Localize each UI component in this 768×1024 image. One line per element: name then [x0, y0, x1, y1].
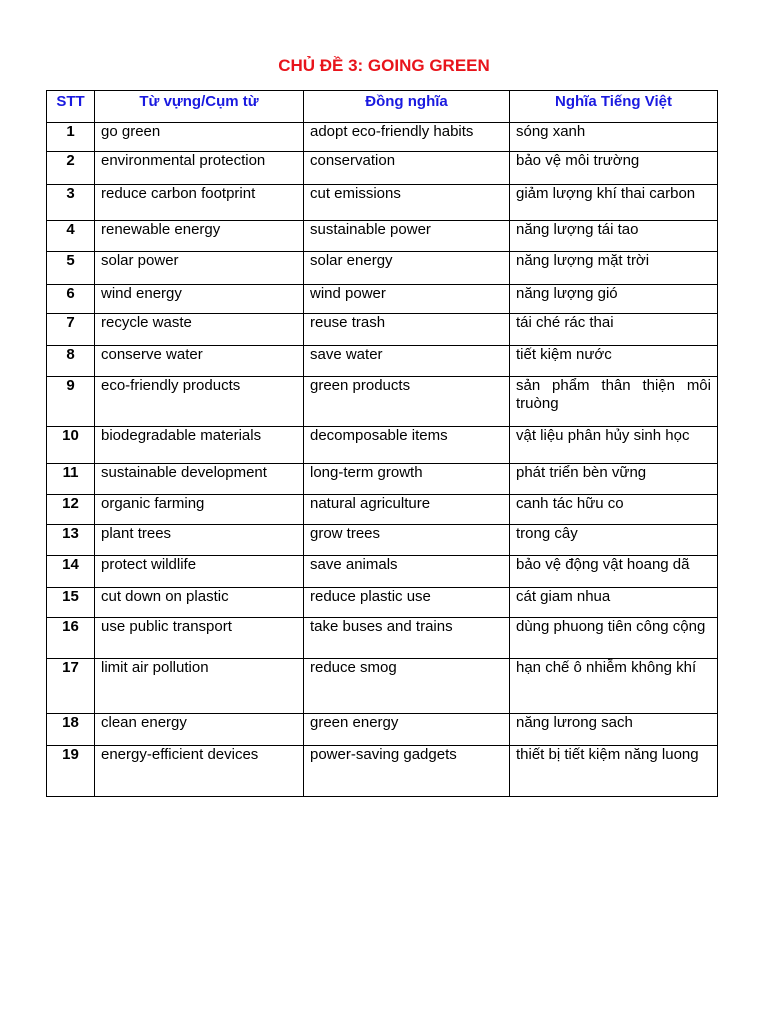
row-number: 7 — [47, 314, 95, 346]
vocab-term: sustainable development — [95, 464, 304, 495]
row-number: 16 — [47, 618, 95, 659]
table-row — [47, 659, 718, 714]
row-number: 5 — [47, 252, 95, 285]
vocab-term: reduce carbon footprint — [95, 185, 304, 221]
vocab-synonym: adopt eco-friendly habits — [304, 123, 510, 152]
vocab-meaning: trong cây — [510, 525, 718, 556]
table-row — [47, 346, 718, 377]
vocab-term: conserve water — [95, 346, 304, 377]
row-number: 1 — [47, 123, 95, 152]
table-header-row — [47, 91, 718, 123]
vocab-synonym: cut emissions — [304, 185, 510, 221]
table-row — [47, 252, 718, 285]
vocab-term: use public transport — [95, 618, 304, 659]
vocab-synonym: long-term growth — [304, 464, 510, 495]
row-number: 12 — [47, 495, 95, 525]
vocab-meaning: tiết kiệm nước — [510, 346, 718, 377]
vocab-meaning: tái ché rác thai — [510, 314, 718, 346]
row-number: 15 — [47, 588, 95, 618]
row-number: 4 — [47, 221, 95, 252]
vocab-meaning: vật liệu phân hủy sinh học — [510, 427, 718, 464]
vocab-term: organic farming — [95, 495, 304, 525]
table-row — [47, 152, 718, 185]
vocab-synonym: reduce smog — [304, 659, 510, 714]
table-row — [47, 221, 718, 252]
vocab-term: limit air pollution — [95, 659, 304, 714]
table-row — [47, 185, 718, 221]
vocab-synonym: reduce plastic use — [304, 588, 510, 618]
vocab-synonym: power-saving gadgets — [304, 746, 510, 797]
vocab-meaning: năng lượng mặt trời — [510, 252, 718, 285]
vocab-synonym: natural agriculture — [304, 495, 510, 525]
row-number: 17 — [47, 659, 95, 714]
vocab-synonym: grow trees — [304, 525, 510, 556]
vocab-synonym: reuse trash — [304, 314, 510, 346]
vocab-term: eco-friendly products — [95, 377, 304, 427]
vocab-meaning: năng lưrong sach — [510, 714, 718, 746]
vocab-meaning: năng lượng gió — [510, 285, 718, 314]
vocab-term: solar power — [95, 252, 304, 285]
vocab-meaning: phát triển bèn vững — [510, 464, 718, 495]
vocab-synonym: save water — [304, 346, 510, 377]
row-number: 11 — [47, 464, 95, 495]
vocab-meaning: sản phẩm thân thiện môi truòng — [510, 377, 718, 427]
table-row — [47, 714, 718, 746]
row-number: 10 — [47, 427, 95, 464]
vocab-term: renewable energy — [95, 221, 304, 252]
vocab-synonym: wind power — [304, 285, 510, 314]
table-row — [47, 525, 718, 556]
vocab-synonym: conservation — [304, 152, 510, 185]
row-number: 3 — [47, 185, 95, 221]
table-row — [47, 495, 718, 525]
vocab-meaning: dùng phuong tiên công cộng — [510, 618, 718, 659]
vocab-term: biodegradable materials — [95, 427, 304, 464]
header-term: Từ vựng/Cụm từ — [95, 91, 304, 123]
row-number: 6 — [47, 285, 95, 314]
vocab-synonym: decomposable items — [304, 427, 510, 464]
vocab-synonym: solar energy — [304, 252, 510, 285]
vocab-synonym: sustainable power — [304, 221, 510, 252]
header-stt: STT — [47, 91, 95, 123]
table-row — [47, 427, 718, 464]
vocab-meaning: hạn chế ô nhiễm không khí — [510, 659, 718, 714]
row-number: 8 — [47, 346, 95, 377]
page-title: CHỦ ĐỀ 3: GOING GREEN — [278, 56, 490, 75]
vocab-term: plant trees — [95, 525, 304, 556]
header-synonym: Đồng nghĩa — [304, 91, 510, 123]
header-meaning: Nghĩa Tiếng Việt — [510, 91, 718, 123]
vocab-meaning: giảm lượng khí thai carbon — [510, 185, 718, 221]
vocab-term: cut down on plastic — [95, 588, 304, 618]
vocab-term: recycle waste — [95, 314, 304, 346]
vocab-meaning: sóng xanh — [510, 123, 718, 152]
vocab-meaning: bảo vệ môi trường — [510, 152, 718, 185]
vocab-synonym: green energy — [304, 714, 510, 746]
table-row — [47, 746, 718, 797]
vocab-synonym: save animals — [304, 556, 510, 588]
table-row — [47, 314, 718, 346]
row-number: 13 — [47, 525, 95, 556]
vocab-synonym: green products — [304, 377, 510, 427]
table-row — [47, 464, 718, 495]
vocab-meaning: bảo vệ động vật hoang dã — [510, 556, 718, 588]
table-row — [47, 588, 718, 618]
vocab-term: clean energy — [95, 714, 304, 746]
vocab-term: go green — [95, 123, 304, 152]
vocab-term: energy-efficient devices — [95, 746, 304, 797]
vocab-term: environmental protection — [95, 152, 304, 185]
table-row — [47, 556, 718, 588]
row-number: 14 — [47, 556, 95, 588]
table-row — [47, 377, 718, 427]
vocab-meaning: canh tác hữu co — [510, 495, 718, 525]
table-row — [47, 285, 718, 314]
vocab-term: wind energy — [95, 285, 304, 314]
row-number: 9 — [47, 377, 95, 427]
vocab-meaning: thiết bị tiết kiệm năng luong — [510, 746, 718, 797]
vocab-meaning: năng lượng tái tao — [510, 221, 718, 252]
row-number: 19 — [47, 746, 95, 797]
row-number: 2 — [47, 152, 95, 185]
vocab-synonym: take buses and trains — [304, 618, 510, 659]
vocabulary-table — [46, 90, 718, 797]
vocab-meaning: cát giam nhua — [510, 588, 718, 618]
vocab-term: protect wildlife — [95, 556, 304, 588]
table-row — [47, 618, 718, 659]
table-row — [47, 123, 718, 152]
row-number: 18 — [47, 714, 95, 746]
